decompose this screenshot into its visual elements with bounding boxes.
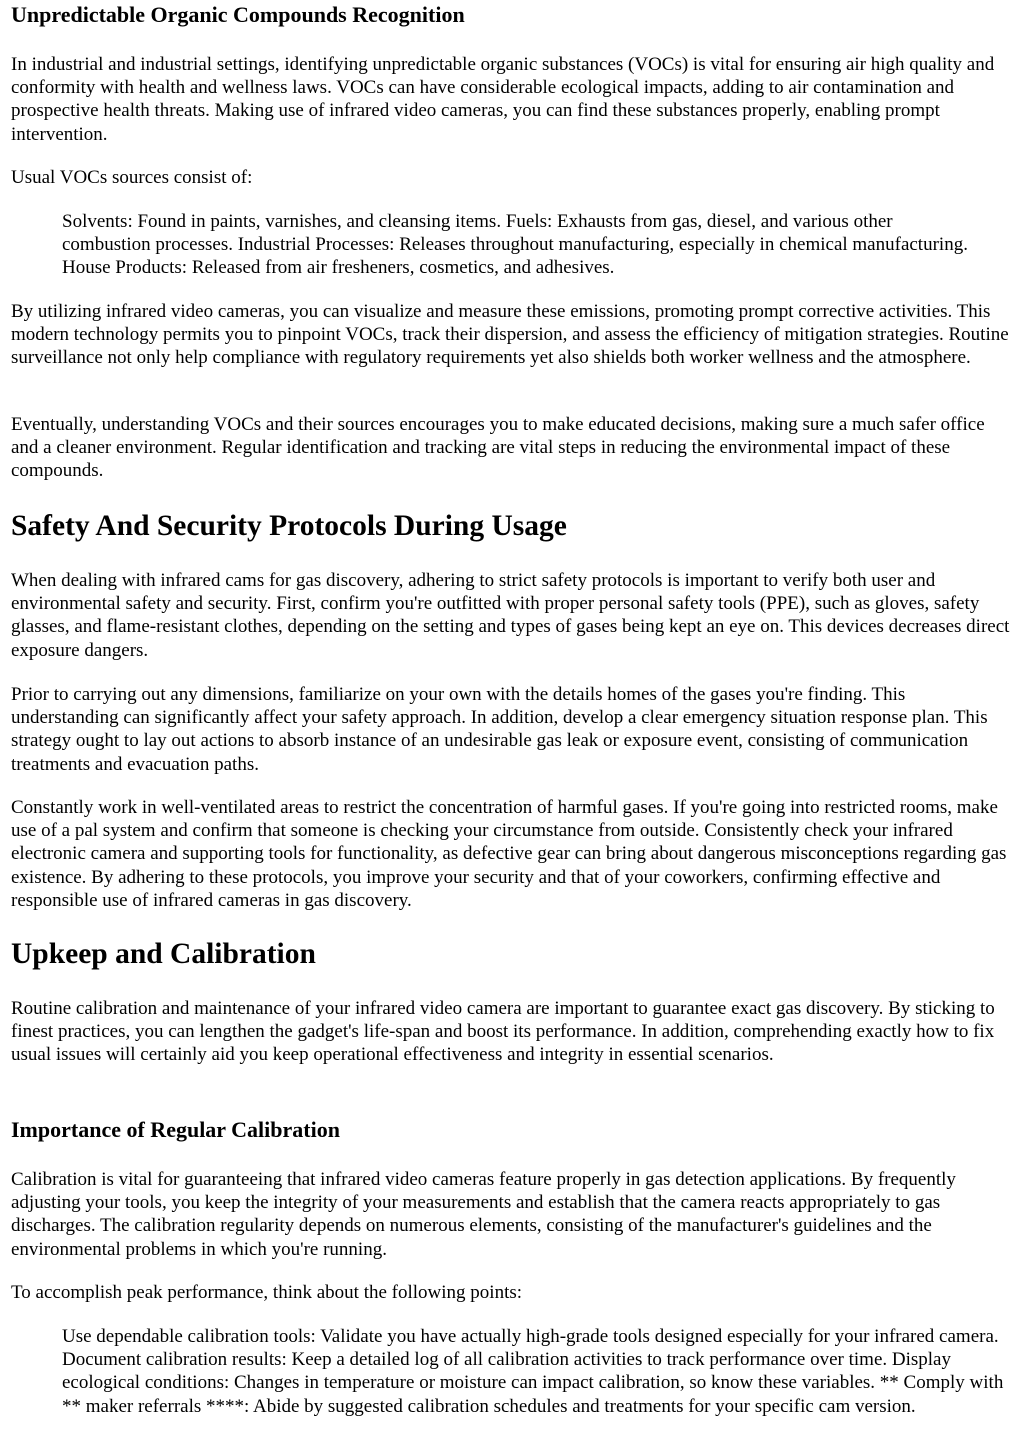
calibration-points-quote: Use dependable calibration tools: Validate you have actually high-grade tools designed especially for your infrared camera. Document calibration results: Keep a detailed log of all calibration activities to track performance over time. Display ecological conditions: Changes in temperature or moisture can impact calibration, so know these variables. ** Comply with ** maker referrals ****: Abide by suggested calibration schedules and treatments for your specific cam version.	[62, 1326, 1004, 1417]
upkeep-paragraph-1: Routine calibration and maintenance of your infrared video camera are important to guarantee exact gas discovery. By sticking to finest practices, you can lengthen the gadget's life-span and boost its performance. In addition, comprehending exactly how to fix usual issues will certainly aid you keep operational effectiveness and integrity in essential scenarios.	[11, 998, 995, 1066]
voc-heading: Unpredictable Organic Compounds Recognition	[11, 2, 465, 27]
voc-sources-quote: Solvents: Found in paints, varnishes, and cleansing items. Fuels: Exhausts from gas, diesel, and various other combustion processes. Industrial Processes: Releases throughout manufacturing, especially in chemical manufacturing. House Products: Released from air fresheners, cosmetics, and adhesives.	[62, 211, 968, 279]
upkeep-heading: Upkeep and Calibration	[11, 938, 316, 970]
voc-paragraph-4: Eventually, understanding VOCs and their sources encourages you to make educated decisions, making sure a much safer office and a cleaner environment. Regular identification and tracking are vital steps in reducing the environmental impact of these compounds.	[11, 414, 985, 482]
safety-paragraph-1: When dealing with infrared cams for gas discovery, adhering to strict safety protocols is important to verify both user and environmental safety and security. First, confirm you're outfitted with proper personal safety tools (PPE), such as gloves, safety glasses, and flame-resistant clothes, depending on the setting and types of gases being kept an eye on. This devices decreases direct exposure dangers.	[11, 570, 1010, 661]
safety-paragraph-3: Constantly work in well-ventilated areas to restrict the concentration of harmful gases. If you're going into restricted rooms, make use of a pal system and confirm that someone is checking your circumstance from outside. Consistently check your infrared electronic camera and supporting tools for functionality, as defective gear can bring about dangerous misconceptions regarding gas existence. By adhering to these protocols, you improve your security and that of your coworkers, confirming effective and responsible use of infrared cameras in gas discovery.	[11, 797, 1007, 911]
voc-paragraph-1: In industrial and industrial settings, identifying unpredictable organic substances (VOCs) is vital for ensuring air high quality and conformity with health and wellness laws. VOCs can have considerable ecological impacts, adding to air contamination and prospective health threats. Making use of infrared video cameras, you can find these substances properly, enabling prompt intervention.	[11, 54, 995, 145]
voc-paragraph-3: By utilizing infrared video cameras, you can visualize and measure these emissions, promoting prompt corrective activities. This modern technology permits you to pinpoint VOCs, track their dispersion, and assess the efficiency of mitigation strategies. Routine surveillance not only help compliance with regulatory requirements yet also shields both worker wellness and the atmosphere.	[11, 301, 1009, 369]
calibration-paragraph-2: To accomplish peak performance, think about the following points:	[11, 1282, 523, 1303]
safety-paragraph-2: Prior to carrying out any dimensions, familiarize on your own with the details homes of the gases you're finding. This understanding can significantly affect your safety approach. In addition, develop a clear emergency situation response plan. This strategy ought to lay out actions to absorb instance of an undesirable gas leak or exposure event, consisting of communication treatments and evacuation paths.	[11, 684, 988, 775]
calibration-heading: Importance of Regular Calibration	[11, 1117, 340, 1142]
voc-paragraph-2: Usual VOCs sources consist of:	[11, 167, 253, 188]
safety-heading: Safety And Security Protocols During Usage	[11, 510, 567, 542]
calibration-paragraph-1: Calibration is vital for guaranteeing that infrared video cameras feature properly in gas detection applications. By frequently adjusting your tools, you keep the integrity of your measurements and establish that the camera reacts appropriately to gas discharges. The calibration regularity depends on numerous elements, consisting of the manufacturer's guidelines and the environmental problems in which you're running.	[11, 1169, 956, 1260]
